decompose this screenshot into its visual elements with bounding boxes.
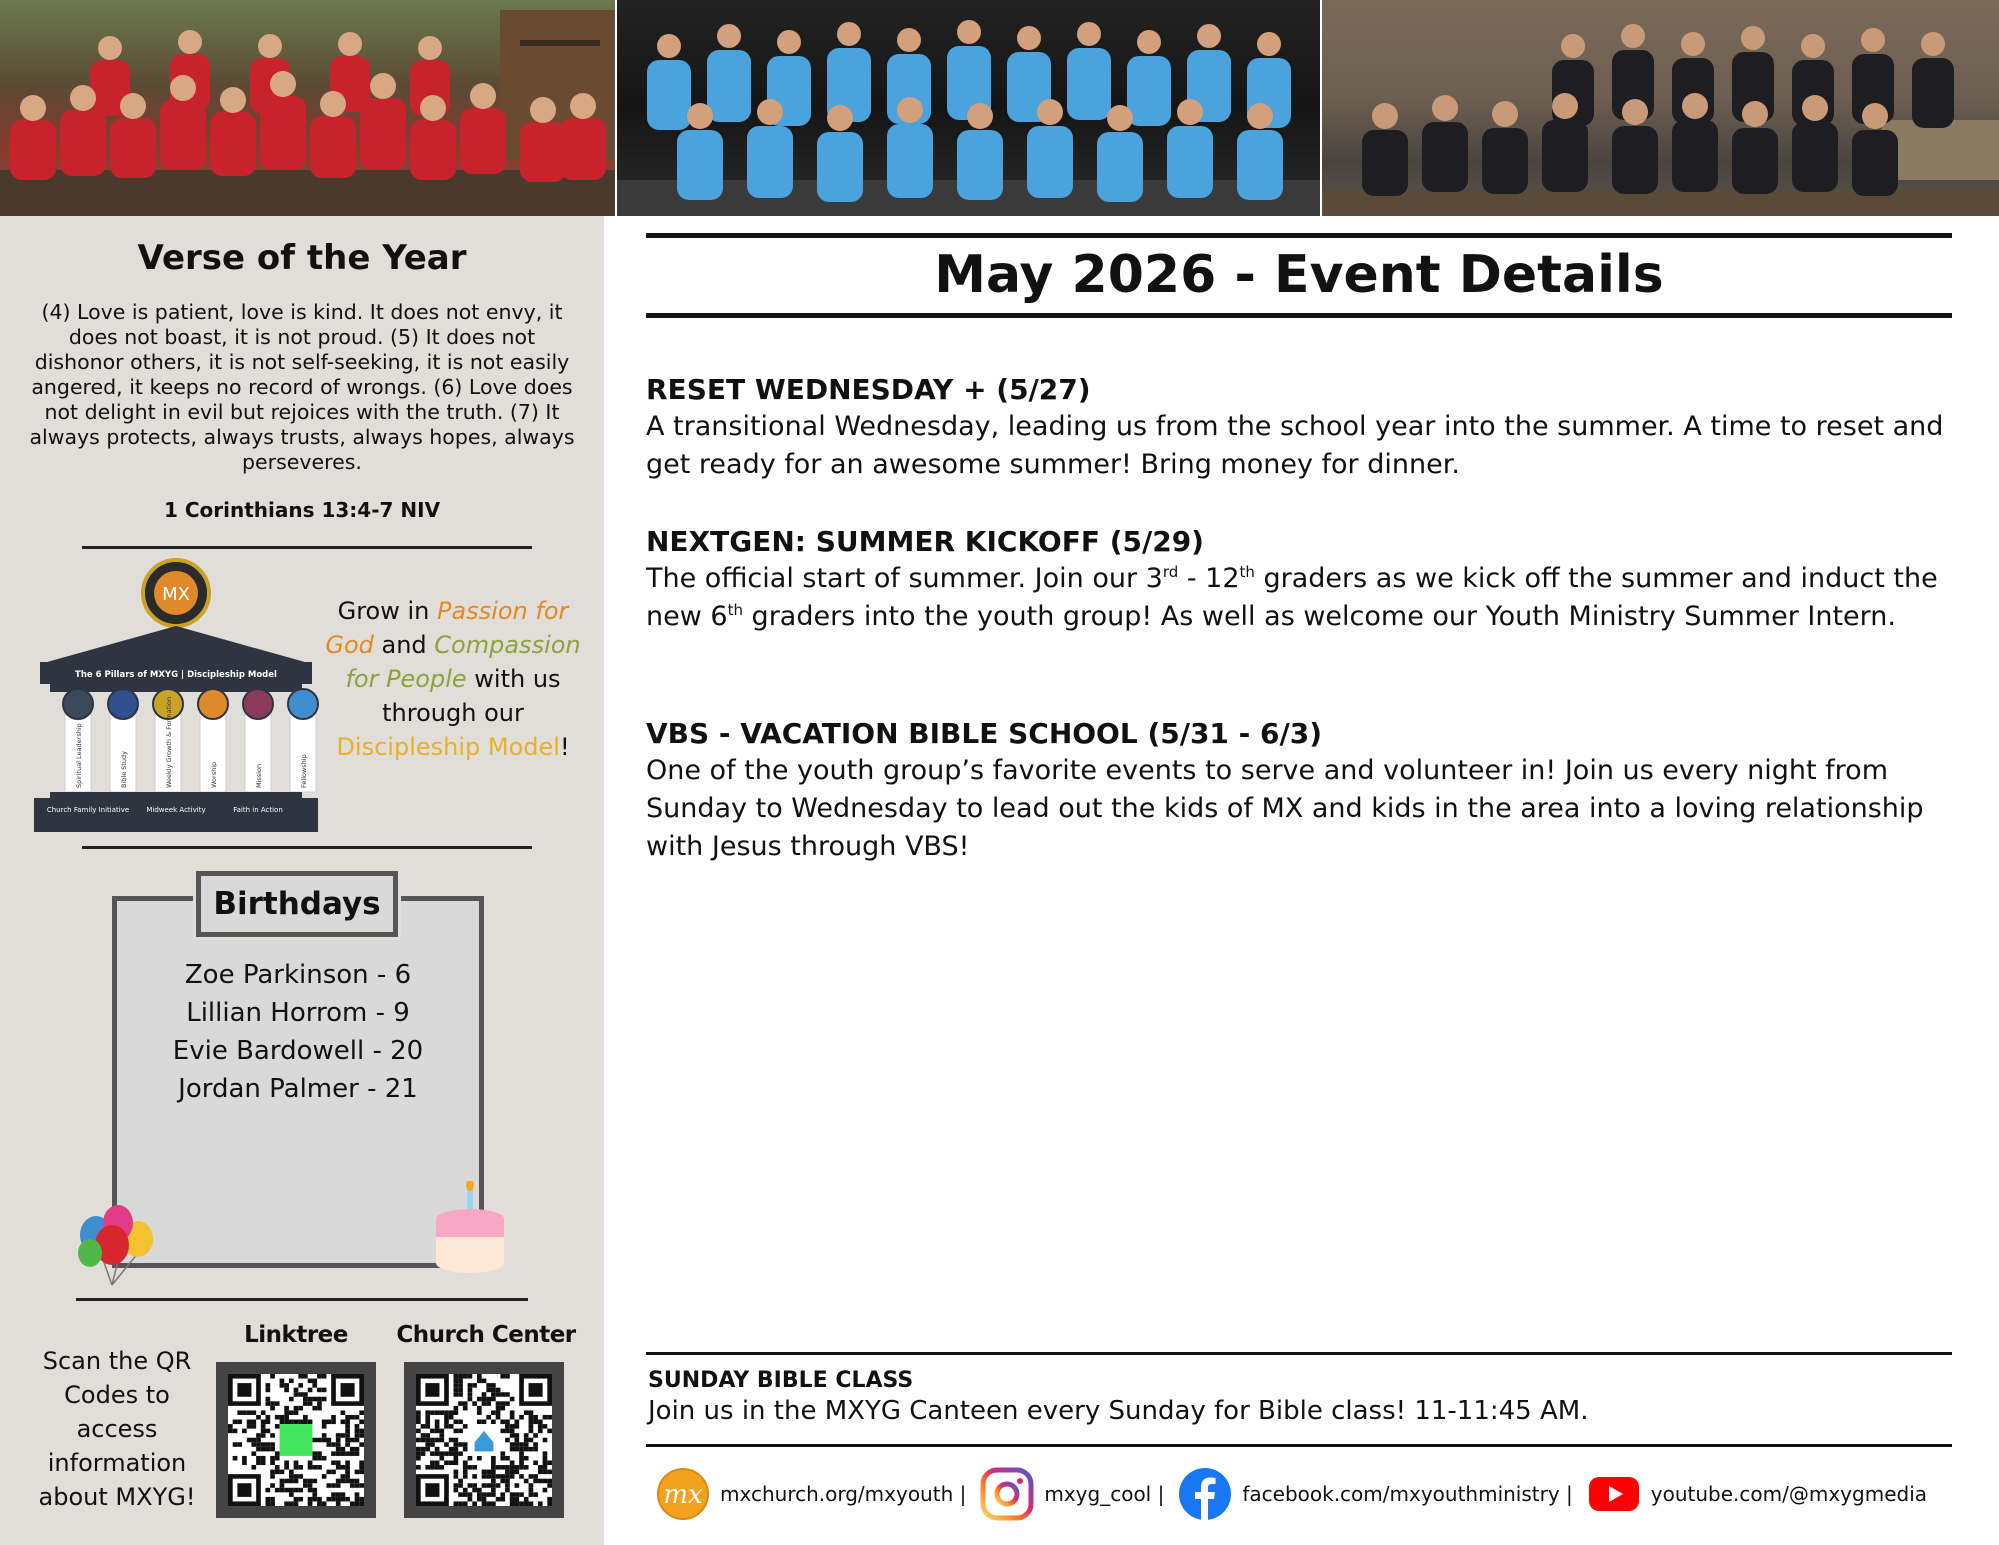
page-title: May 2026 - Event Details — [934, 245, 1664, 305]
event-description: One of the youth group’s favorite events to serve and volunteer in! Join us every night from Sunday to Wednesday to lead out the kids of MX and kids in the area into a loving relationship with Jesus through VBS! — [646, 755, 1924, 862]
divider — [82, 546, 532, 549]
balloons-icon — [72, 1201, 162, 1291]
pillar-label: Bible Study — [120, 750, 128, 788]
sunday-rule-bottom — [646, 1444, 1952, 1447]
passion-highlight: Passion for God — [325, 597, 569, 659]
social-footer — [656, 1466, 1952, 1522]
birthdays-title: Birthdays — [196, 871, 398, 937]
event-reset-wednesday — [646, 372, 1952, 484]
facebook-icon[interactable] — [1178, 1467, 1232, 1521]
birthday-item: Lillian Horrom - 9 — [186, 998, 410, 1028]
pillars-text-part: and — [373, 631, 435, 659]
qr-caption: Scan the QR Codes to access information about MXYG! — [38, 1347, 196, 1511]
discipleship-pillars-logo — [26, 556, 326, 838]
compassion-highlight: Compassion for People — [345, 631, 581, 693]
sunday-class-title: SUNDAY BIBLE CLASS — [648, 1368, 914, 1393]
mx-logo-text: mx — [663, 1480, 703, 1510]
pillars-graphic — [26, 556, 326, 838]
pillars-base-3: Faith in Action — [233, 806, 283, 814]
pillar-label: Fellowship — [300, 754, 308, 788]
pillar-icon — [63, 689, 93, 719]
pillar-label: Mission — [255, 763, 263, 788]
birthday-item: Zoe Parkinson - 6 — [184, 960, 412, 990]
sunday-class-text: Join us in the MXYG Canteen every Sunday for Bible class! 11-11:45 AM. — [648, 1396, 1589, 1426]
facebook-link[interactable]: facebook.com/mxyouthministry | — [1242, 1482, 1573, 1506]
youtube-link[interactable]: youtube.com/@mxygmedia — [1650, 1482, 1928, 1506]
pillars-text-part: Grow in — [337, 597, 437, 625]
qr-code-image — [416, 1374, 552, 1506]
church-center-label: Church Center — [396, 1322, 576, 1348]
linktree-qr-pattern — [228, 1374, 364, 1506]
pillars-base-2: Midweek Activity — [146, 806, 206, 814]
sunday-rule-top — [646, 1352, 1952, 1355]
pillar-label: Weekly Growth & Formation — [165, 696, 173, 788]
verse-title: Verse of the Year — [137, 238, 467, 278]
pillar-label: Spiritual Leadership — [75, 723, 83, 788]
website-link[interactable]: mxchurch.org/mxyouth | — [720, 1482, 967, 1506]
instagram-handle[interactable]: mxyg_cool | — [1044, 1482, 1165, 1506]
ordinal-suffix: th — [1239, 563, 1255, 581]
divider — [76, 1298, 528, 1301]
group-photo-blue-shirts — [617, 0, 1320, 216]
pillars-text-part: ! — [559, 733, 570, 761]
event-desc-part: graders into the youth group! As well as welcome our Youth Ministry Summer Intern. — [742, 601, 1896, 632]
event-description: A transitional Wednesday, leading us from the school year into the summer. A time to reset and get ready for an awesome summer! Bring money for dinner. — [646, 411, 1944, 480]
pillars-title: The 6 Pillars of MXYG | Discipleship Model — [75, 670, 277, 680]
birthday-item: Evie Bardowell - 20 — [172, 1036, 424, 1066]
youtube-icon[interactable] — [1587, 1467, 1641, 1521]
divider — [82, 846, 532, 849]
event-desc-part: - 12 — [1178, 563, 1240, 594]
pillars-logo-text: MX — [162, 584, 190, 605]
linktree-qr-code[interactable] — [216, 1362, 376, 1518]
event-desc-part: graders as we kick off the summer and induct the new 6 — [646, 563, 1938, 632]
event-desc-part: The official start of summer. Join our 3 — [646, 563, 1163, 594]
discipleship-highlight: Discipleship Model — [336, 733, 560, 761]
event-title: VBS - VACATION BIBLE SCHOOL (5/31 - 6/3) — [646, 717, 1323, 750]
linktree-label: Linktree — [244, 1322, 348, 1348]
group-photo-blue-shirts-art — [617, 0, 1320, 216]
pillar-icon — [198, 689, 228, 719]
title-rule-bottom — [646, 313, 1952, 318]
photo-strip — [0, 0, 1999, 216]
church-center-qr-pattern — [416, 1374, 552, 1506]
pillar-icon — [288, 689, 318, 719]
pillars-base-1: Church Family Initiative — [46, 806, 130, 814]
group-photo-red-shirts-art — [0, 0, 615, 216]
pillars-text-part: with us through our — [382, 665, 561, 727]
group-photo-black-shirts-art — [1322, 0, 1999, 216]
qr-code-image — [228, 1374, 364, 1506]
event-title: RESET WEDNESDAY + (5/27) — [646, 373, 1091, 406]
birthday-item: Jordan Palmer - 21 — [178, 1074, 418, 1104]
church-center-qr-code[interactable] — [404, 1362, 564, 1518]
birthdays-list — [112, 956, 484, 1108]
pillar-icon — [108, 689, 138, 719]
verse-reference: 1 Corinthians 13:4-7 NIV — [163, 498, 441, 522]
mx-logo-icon — [656, 1467, 710, 1521]
pillars-description — [322, 594, 584, 764]
group-photo-black-shirts — [1322, 0, 1999, 216]
event-summer-kickoff — [646, 524, 1952, 636]
ordinal-suffix: th — [727, 601, 743, 619]
verse-text: (4) Love is patient, love is kind. It does not envy, it does not boast, it is not proud. (5) It does not dishonor others, it is not self-seeking, it is not easily angered, it keeps no record of wrongs. (6) Love does not delight in evil but rejoices with the truth. (7) It always protects, always trusts, always hopes, always perseveres. — [29, 300, 575, 474]
sidebar — [0, 216, 604, 1545]
instagram-icon[interactable] — [980, 1467, 1034, 1521]
event-description — [646, 560, 1952, 636]
pillar-label: Worship — [210, 761, 218, 788]
event-title: NEXTGEN: SUMMER KICKOFF (5/29) — [646, 525, 1204, 558]
birthday-cake-icon — [432, 1181, 508, 1277]
title-rule-top — [646, 233, 1952, 238]
group-photo-red-shirts — [0, 0, 615, 216]
event-vbs — [646, 716, 1952, 866]
ordinal-suffix: rd — [1162, 563, 1179, 581]
pillar-icon — [243, 689, 273, 719]
